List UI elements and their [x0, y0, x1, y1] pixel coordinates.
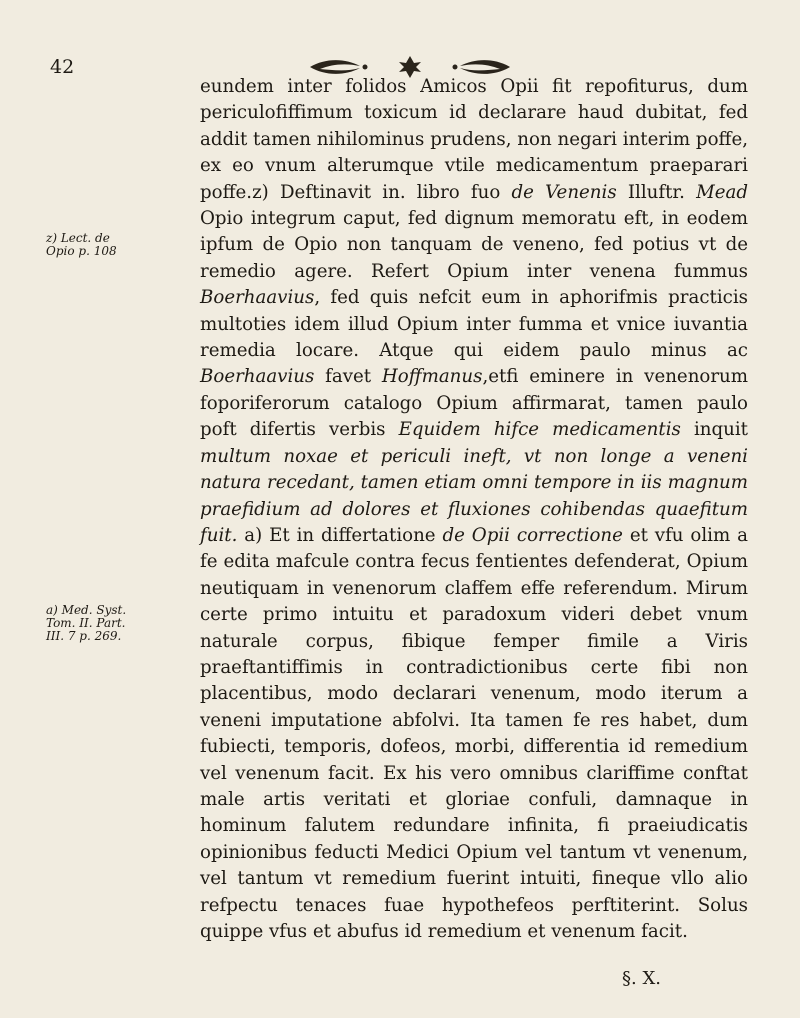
dissertation-title: de Opii correctione [442, 524, 623, 546]
text-run: , fed quis nefcit eum in aphorifmis practicis multoties idem illud Opium inter fumma et vnice iuvantia remedia locare. Atque qui eidem paulo minus ac [200, 287, 748, 362]
footnote-ref-z: z) [252, 181, 269, 203]
quotation: multum noxae et periculi ineft, vt non longe a veneni natura recedant, tamen etiam omni tempore in iis magnum praefidium ad dolores et fluxiones cohibendas quaefitum fuit. [200, 445, 748, 546]
main-paragraph [200, 74, 748, 945]
text-run: Et in differtatione [262, 524, 443, 546]
author-name: Mead [696, 181, 748, 203]
text-run: Deftinavit in. libro fuo [268, 181, 512, 203]
margin-note-a-line1: a) Med. Syst. [46, 603, 127, 617]
quotation: Equidem hifce medicamentis [398, 419, 681, 441]
catchword: §. X. [622, 968, 661, 989]
margin-note-a-line2: Tom. II. Part. [46, 616, 126, 630]
text-run: Opio integrum caput, fed dignum memoratu eft, in eodem ipfum de Opio non tanquam de veneno, fed potius vt de remedio agere. Refert Opium inter venena fummus [200, 208, 748, 282]
margin-note-z-line1: z) Lect. de [46, 231, 110, 245]
book-title: de Venenis [511, 181, 617, 203]
text-run: ,etfi eminere in venenorum foporiferorum catalogo Opium affirmarat, tamen paulo poft difertis verbis [200, 366, 749, 441]
footnote-ref-a: a) [237, 524, 263, 546]
author-name: Boerhaavius [200, 287, 315, 309]
page-number: 42 [50, 56, 75, 78]
left-flourish [310, 60, 360, 74]
text-run: favet [314, 366, 382, 388]
text-run: et vfu olim a fe edita mafcule contra fecus fentientes defenderat, Opium neutiquam in venenorum claffem effe referendum. Mirum certe primo intuitu et paradoxum videri debet vnum naturale corpus, fibique femper fimile a Viris praeftantiffimis in contradictionibus certe fibi non placentibus, modo declarari venenum, modo iterum a veneni imputatione abfolvi. Ita tamen fe res habet, dum fubiecti, temporis, dofeos, morbi, differentia id remedium vel venenum facit. Ex his vero omnibus clariffime conftat male artis veritati et gloriae confuli, damnaque in hominum falutem redundare infinita, fi praeiudicatis opinionibus feducti Medici Opium vel tantum vt venenum, vel tantum vt remedium fuerint intuiti, fineque vllo alio refpectu tenaces fuae hypothefeos perftiterint. Solus quippe vfus et abufus id remedium et venenum facit. [200, 524, 748, 942]
margin-note-z-line2: Opio p. 108 [46, 244, 117, 258]
author-name: Boerhaavius [200, 366, 315, 388]
text-run: Illuftr. [616, 181, 697, 203]
text-run: eundem inter folidos Amicos Opii fit repofiturus, dum periculofiffimum toxicum id declarare haud dubitat, fed addit tamen nihilominus prudens, non negari interim poffe, ex eo vnum alterumque vtile medicamentum praeparari poffe. [200, 76, 748, 203]
text-run: inquit [680, 419, 748, 441]
author-name: Hoffmanus [381, 366, 483, 388]
right-flourish [460, 60, 510, 74]
margin-note-a-line3: III. 7 p. 269. [46, 629, 122, 643]
